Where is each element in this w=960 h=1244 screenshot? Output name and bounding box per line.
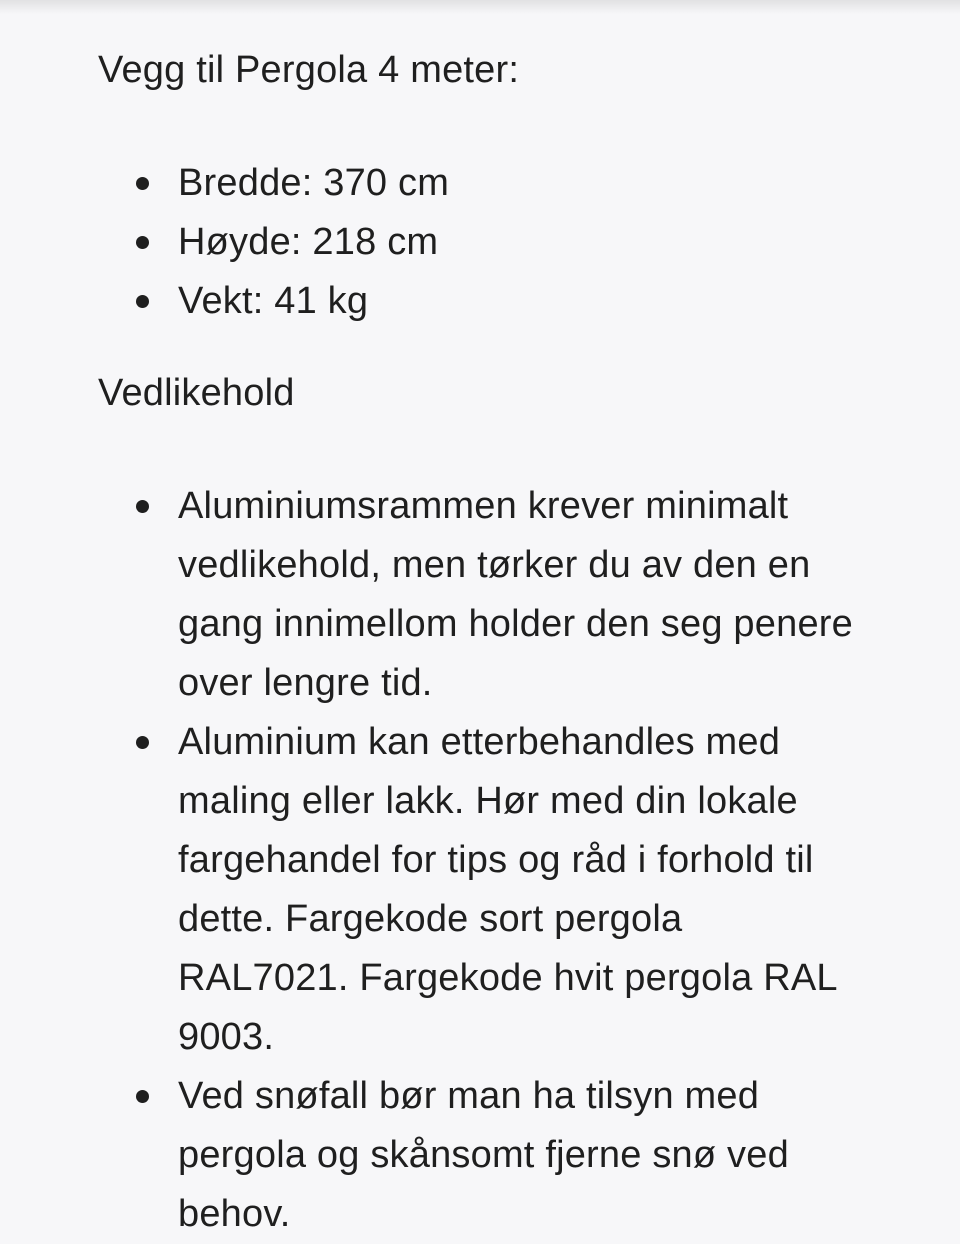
bullet-icon [136,736,149,749]
maintenance-text: Aluminiumsrammen krever minimalt vedlikehold, men tørker du av den en gang innimellom holder den seg penere over lengre tid. [178,485,853,704]
list-item [98,713,858,1067]
bullet-icon [136,177,149,190]
bullet-icon [136,295,149,308]
maintenance-list [98,477,898,1244]
spec-width: Bredde: 370 cm [178,162,450,204]
list-item [98,477,858,713]
top-bar-shadow [0,0,960,14]
article-body [98,41,898,1244]
maintenance-text: Aluminium kan etterbehandles med maling eller lakk. Hør med din lokale fargehandel for tips og råd i forhold til dette. Fargekode sort pergola RAL7021. Fargekode hvit pergola RAL 9003. [178,721,837,1058]
section-heading: Vegg til Pergola 4 meter: [98,49,520,91]
list-item [98,154,858,213]
spec-weight: Vekt: 41 kg [178,280,369,322]
list-item [98,272,858,331]
bullet-icon [136,500,149,513]
list-item [98,213,858,272]
specs-list [98,154,898,331]
maintenance-text: Ved snøfall bør man ha tilsyn med pergola og skånsomt fjerne snø ved behov. [178,1075,789,1235]
maintenance-heading: Vedlikehold [98,372,295,414]
bullet-icon [136,1090,149,1103]
spec-height: Høyde: 218 cm [178,221,439,263]
bullet-icon [136,236,149,249]
list-item [98,1067,858,1244]
